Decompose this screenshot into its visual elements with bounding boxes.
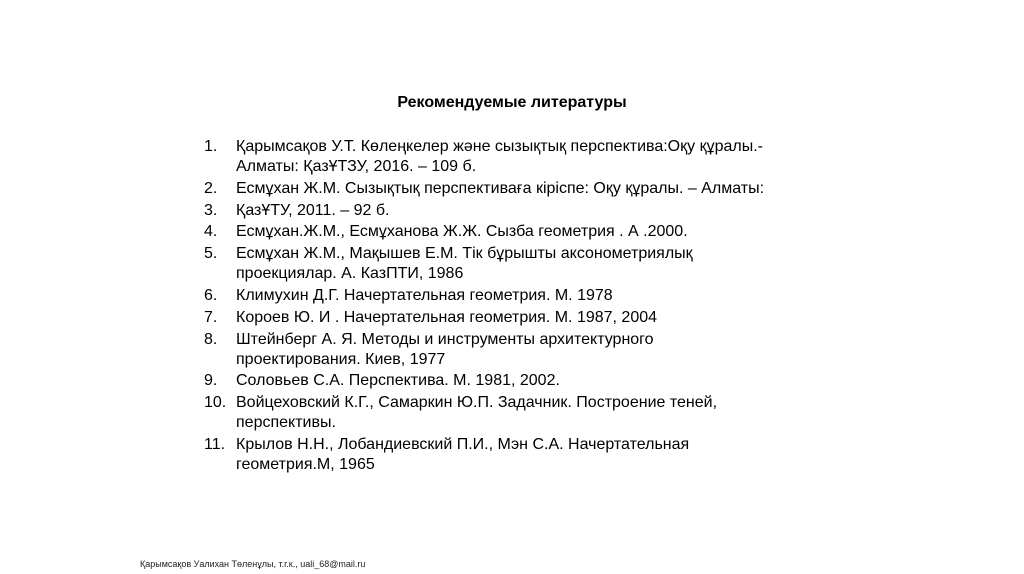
- list-item-line: проектирования. Киев, 1977: [236, 350, 446, 368]
- page-title: Рекомендуемые литературы: [397, 94, 627, 111]
- list-item-text: [236, 244, 824, 284]
- footer-author: Қарымсақов Уалихан Төленұлы, т.г.к., uali_68@mail.ru: [140, 559, 366, 569]
- list-item-line: Есмұхан Ж.М. Сызықтық перспективаға кіріспе: Оқу құралы. – Алматы:: [236, 179, 765, 197]
- list-item-number: 6.: [204, 286, 218, 304]
- list-item-line: перспективы.: [236, 414, 336, 432]
- list-item-text: [236, 137, 824, 177]
- list-item-line: Короев Ю. И . Начертательная геометрия. М. 1987, 2004: [236, 308, 658, 326]
- list-item-text: [236, 393, 824, 433]
- list-item-text: [236, 371, 824, 391]
- list-item: [204, 330, 824, 370]
- list-item-number: 7.: [204, 308, 218, 326]
- list-item: [204, 222, 824, 242]
- list-item: [204, 179, 824, 199]
- list-item-line: ҚазҰТУ, 2011. – 92 б.: [236, 201, 390, 219]
- list-item: [204, 244, 824, 284]
- list-item-text: [236, 179, 824, 199]
- list-item-number: 2.: [204, 179, 218, 197]
- list-item-number: 11.: [204, 435, 226, 453]
- list-item-number: 9.: [204, 372, 218, 390]
- list-item-line: Есмұхан Ж.М., Мақышев Е.М. Тік бұрышты аксонометриялық: [236, 245, 693, 263]
- list-item-line: геометрия.М, 1965: [236, 455, 375, 473]
- list-item-line: Крылов Н.Н., Лобандиевский П.И., Мэн С.А. Начертательная: [236, 435, 690, 453]
- list-item-line: Климухин Д.Г. Начертательная геометрия. М. 1978: [236, 286, 613, 304]
- list-item-number: 5.: [204, 245, 218, 263]
- list-item-line: Соловьев С.А. Перспектива. М. 1981, 2002.: [236, 372, 560, 390]
- list-item-number: 4.: [204, 223, 218, 241]
- list-item-number: 10.: [204, 394, 227, 412]
- list-item: [204, 371, 824, 391]
- list-item: [204, 308, 824, 328]
- list-item-number: 8.: [204, 330, 218, 348]
- list-item: [204, 393, 824, 433]
- list-item-line: Есмұхан.Ж.М., Есмұханова Ж.Ж. Сызба геометрия . А .2000.: [236, 223, 688, 241]
- list-item-line: Войцеховский К.Г., Самаркин Ю.П. Задачник. Построение теней,: [236, 394, 718, 412]
- list-item-line: проекциялар. А. КазПТИ, 1986: [236, 265, 464, 283]
- list-item: [204, 201, 824, 221]
- list-item-text: [236, 330, 824, 370]
- list-item-number: 1.: [204, 138, 218, 155]
- list-item-line: Қарымсақов У.Т. Көлеңкелер және сызықтық перспектива:Оқу құралы.-: [236, 138, 763, 155]
- reference-list: [204, 137, 824, 477]
- list-item-text: [236, 286, 824, 306]
- list-item-text: [236, 435, 824, 475]
- list-item-text: [236, 308, 824, 328]
- list-item-line: Алматы: ҚазҰТЗУ, 2016. – 109 б.: [236, 158, 477, 175]
- list-item: [204, 286, 824, 306]
- list-item: [204, 137, 824, 177]
- list-item-line: Штейнберг А. Я. Методы и инструменты архитектурного: [236, 330, 654, 348]
- list-item-number: 3.: [204, 201, 218, 219]
- list-item-text: [236, 201, 824, 221]
- list-item-text: [236, 222, 824, 242]
- list-item: [204, 435, 824, 475]
